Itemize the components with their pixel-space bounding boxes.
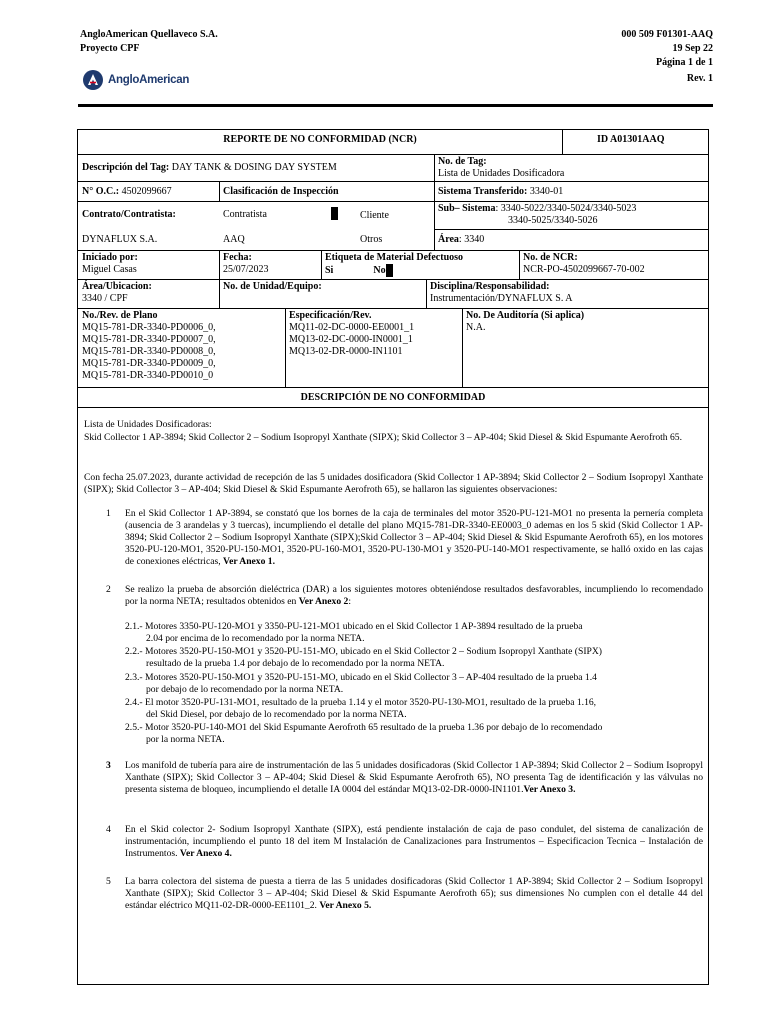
item-text: Se realizo la prueba de absorción dieléctrica (DAR) a los siguientes motores obteniéndose resultados desfavorables, incumpliendo lo recomendado por la norma NETA; resultados obtenidos en [125, 584, 703, 607]
area-ubicacion [78, 280, 219, 306]
auditoria-value: N.A. [466, 322, 486, 333]
area-ubic-value: 3340 / CPF [82, 293, 128, 304]
page-number: Página 1 de 1 [656, 57, 713, 68]
subitem: 2.1.- Motores 3350-PU-120-MO1 y 3350-PU-121-MO1 ubicado en el Skid Collector 1 AP-3894 resultado de la prueba 2.04 por encima de lo recomendado por la norma NETA. [125, 621, 583, 644]
anexo-ref: Ver Anexo 1. [223, 556, 275, 567]
no-checkbox[interactable] [386, 264, 393, 277]
header-right [621, 28, 713, 86]
logo-text: AngloAmerican [108, 74, 190, 86]
item-text: La barra colectora del sistema de puesta a tierra de las 5 unidades dosificadoras (Skid Collector 1 AP-3894; Skid Collector 2 – Sodium Isopropyl Xanthate (SIPX); Skid Collector 3 – AP-404; Skid Diesel & Skid Espumante Aerofroth 65); sus dimensiones No cumplen con el detalle 44 del estándar eléctrico MQ11-02-DR-0000-EE1101_2. [125, 876, 703, 911]
otros-option: Otros [360, 234, 383, 245]
oc-label: N° O.C.: [82, 186, 120, 197]
doc-code: 000 509 F01301-AAQ [621, 29, 713, 40]
ncr-value: NCR-PO-4502099667-70-002 [523, 264, 645, 275]
fecha [219, 251, 321, 277]
contratista-checkbox[interactable] [331, 207, 345, 220]
plano-item: MQ15-781-DR-3340-PD0007_0, [82, 334, 216, 345]
tag-desc-value: DAY TANK & DOSING DAY SYSTEM [169, 162, 337, 173]
divider [562, 130, 563, 154]
project-name: Proyecto CPF [80, 43, 140, 54]
divider [78, 407, 708, 408]
unidad-equipo-label: No. de Unidad/Equipo: [223, 281, 322, 292]
plano-label: No./Rev. de Plano [82, 310, 158, 321]
item-4 [125, 824, 703, 860]
revision: Rev. 1 [686, 73, 713, 84]
header-divider [78, 104, 713, 107]
item-text: Los manifold de tubería para aire de instrumentación de las 5 unidades dosificadoras (Skid Collector 1 AP-3894; Skid Collector 2 – Sodium Isopropyl Xanthate (SIPX); Skid Collector 3 – AP-404; Skid Diesel & Skid Espumante Aerofroth 65), NO presenta Tag de identificación y las válvulas no presenta sistema de bloqueo, incumpliendo el detalle IA 0004 del estándar MQ13-02-DR-0000-IN1101. [125, 760, 703, 795]
etiqueta-label: Etiqueta de Material Defectuoso [325, 252, 464, 263]
item-5 [125, 876, 703, 912]
anexo-ref: Ver Anexo 3. [523, 784, 576, 795]
auditoria-label: No. De Auditoría (Si aplica) [466, 310, 585, 321]
subitem: 2.4.- El motor 3520-PU-131-MO1, resultado de la prueba 1.14 y el motor 3520-PU-130-MO1, resultado de la prueba 1.16, del Skid Diesel, por debajo de lo recomendado por la norma NETA. [125, 697, 597, 720]
tag-description [78, 161, 434, 175]
area-value: : 3340 [458, 234, 485, 245]
logo-icon [82, 69, 104, 91]
etiqueta-material [321, 251, 519, 278]
anexo-ref: Ver Anexo 2 [298, 596, 349, 607]
contrato-label: Contrato/Contratista: [82, 209, 176, 220]
no-option: No [373, 264, 386, 276]
tag-no-value: Lista de Unidades Dosificadora [438, 168, 565, 179]
subsistema-value-2: 3340-5025/3340-5026 [508, 215, 598, 226]
si-option: Si [325, 264, 334, 276]
iniciado-por [78, 251, 219, 277]
ncr-number [519, 251, 708, 277]
subsistema-label: Sub– Sistema [438, 203, 496, 214]
form-title: REPORTE DE NO CONFORMIDAD (NCR) [223, 134, 417, 145]
ncr-label: No. de NCR: [523, 252, 578, 263]
tag-number [434, 155, 708, 181]
plano-item: MQ15-781-DR-3340-PD0010_0 [82, 370, 214, 381]
subitem: 2.3.- Motores 3520-PU-150-MO1 y 3520-PU-151-MO, ubicado en el Skid Collector 3 – AP-404 resultado de la prueba 1.4 por debajo de lo recomendado por la norma NETA. [125, 672, 597, 695]
item-number: 1 [106, 508, 111, 519]
spec-item: MQ13-02-DC-0000-IN0001_1 [289, 334, 413, 345]
divider [78, 387, 708, 388]
tag-desc-label: Descripción del Tag: [82, 162, 170, 173]
item-number: 3 [106, 760, 111, 771]
disciplina [426, 280, 708, 306]
spec-item: MQ11-02-DC-0000-EE0001_1 [289, 322, 415, 333]
iniciado-label: Iniciado por: [82, 252, 138, 263]
espec-label: Especificación/Rev. [289, 310, 372, 321]
fecha-value: 25/07/2023 [223, 264, 269, 275]
disciplina-value: Instrumentación/DYNAFLUX S. A [430, 293, 573, 304]
sistema-label: Sistema Transferido: [438, 186, 528, 197]
anexo-ref: Ver Anexo 5. [319, 900, 372, 911]
company-name: AngloAmerican Quellaveco S.A. [80, 29, 218, 40]
intro-units: Skid Collector 1 AP-3894; Skid Collector 2 – Sodium Isopropyl Xanthate (SIPX); Skid Collector 3 – AP-404; Skid Diesel & Skid Espumante Aerofroth 65. [84, 432, 682, 443]
iniciado-value: Miguel Casas [82, 264, 137, 275]
item-2 [125, 584, 703, 608]
spec-item: MQ13-02-DR-0000-IN1101 [289, 346, 403, 357]
header-left [80, 28, 218, 56]
doc-date: 19 Sep 22 [672, 43, 713, 54]
item-1 [125, 508, 703, 568]
especificaciones [285, 309, 462, 359]
item-number: 5 [106, 876, 111, 887]
area-label: Área [438, 234, 459, 245]
intro-line-1: Lista de Unidades Dosificadoras: [84, 419, 212, 430]
divider [434, 229, 708, 230]
item-text: En el Skid colector 2- Sodium Isopropyl Xanthate (SIPX), está pendiente instalación de caja de paso condulet, del sistema de canalización de instrumentación, incumpliendo el punto 18 del item M Instalación de Canalizaciones para Instrumentos – Especificacion Tecnica – Instalación de Instrumentos. [125, 824, 703, 859]
oc-number [78, 185, 219, 199]
subitem: 2.2.- Motores 3520-PU-150-MO1 y 3520-PU-151-MO, ubicado en el Skid Collector 2 – Sodium Isopropyl Xanthate (SIPX) resultado de la prueba 1.4 por debajo de lo recomendado por la norma NETA. [125, 646, 602, 669]
subitem: 2.5.- Motor 3520-PU-140-MO1 del Skid Espumante Aerofroth 65 resultado de la prueba 1.36 por debajo de lo recomendado por la norma NETA. [125, 722, 603, 745]
intro-paragraph: Con fecha 25.07.2023, durante actividad de recepción de las 5 unidades dosificadora (Skid Collector 1 AP-3894; Skid Collector 2 – Sodium Isopropyl Xanthate (SIPX); Skid Collector 3 – AP-404; Skid Diesel & Skid Espumante Aerofroth 65), se hallaron las siguientes observaciones: [84, 472, 703, 495]
anglo-american-logo [82, 67, 189, 93]
tag-no-label: No. de Tag: [438, 156, 487, 167]
sistema-value: 3340-01 [527, 186, 564, 197]
auditoria [462, 309, 708, 335]
sub-sistema [434, 202, 708, 228]
item-number: 4 [106, 824, 111, 835]
plano-item: MQ15-781-DR-3340-PD0008_0, [82, 346, 216, 357]
item-text: En el Skid Collector 1 AP-3894, se constató que los bornes de la caja de terminales del motor 3520-PU-121-MO1 no presenta la pernería completa (ausencia de 3 arandelas y 3 tuercas), incumpliendo el detalle del plano MQ15-781-DR-3340-EE0003_0 ademas en los 5 skid (Skid Collector 1 AP-3894; Skid Collector 2 – Sodium Isopropyl Xanthate (SIPX);Skid Collector 3 – AP-404; Skid Diesel & Skid Espumante Aerofroth 65), en los motores 3520-PU-120-MO1, 3520-PU-150-MO1, 3520-PU-160-MO1, 3520-PU-130-MO1 y 3520-PU-140-MO1 respectivamente, se halló oxido en las cajas de conexiones eléctricas, [125, 508, 703, 567]
fecha-label: Fecha: [223, 252, 252, 263]
area-ubic-label: Área/Ubicacion: [82, 281, 152, 292]
item-3 [125, 760, 703, 796]
descripcion-header: DESCRIPCIÓN DE NO CONFORMIDAD [300, 392, 486, 403]
aaq-option: AAQ [223, 234, 245, 245]
plano-item: MQ15-781-DR-3340-PD0009_0, [82, 358, 216, 369]
form-id: ID A01301AAQ [597, 134, 665, 145]
area [434, 233, 708, 247]
sistema-transferido [434, 185, 708, 199]
subsistema-value-1: : 3340-5022/3340-5024/3340-5023 [495, 203, 637, 214]
item-number: 2 [106, 584, 111, 595]
divider [78, 181, 708, 182]
disciplina-label: Disciplina/Responsabilidad: [430, 281, 550, 292]
planos [78, 309, 285, 383]
cliente-option: Cliente [360, 210, 389, 221]
contratista-option: Contratista [223, 209, 267, 220]
item-tail: : [348, 596, 351, 607]
company-value: DYNAFLUX S.A. [82, 234, 158, 245]
oc-value: 4502099667 [119, 186, 172, 197]
anexo-ref: Ver Anexo 4. [179, 848, 232, 859]
clasificacion-label: Clasificación de Inspección [223, 186, 339, 197]
plano-item: MQ15-781-DR-3340-PD0006_0, [82, 322, 216, 333]
